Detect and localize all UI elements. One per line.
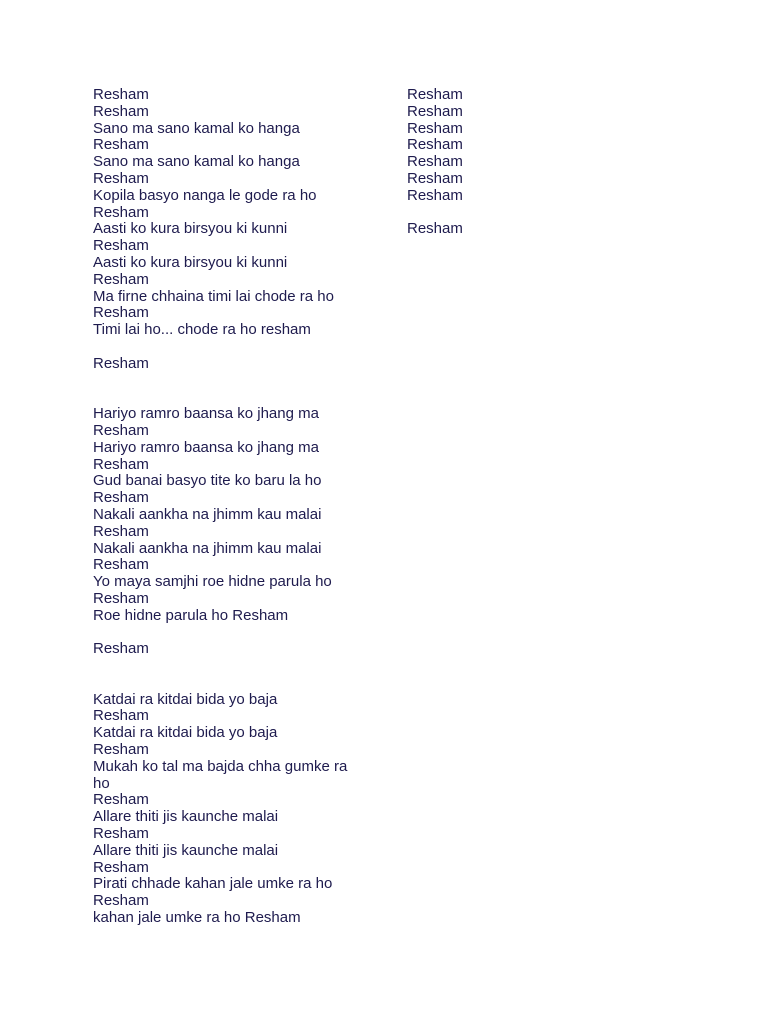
lyric-line: Katdai ra kitdai bida yo baja — [93, 724, 278, 742]
lyrics-right-column — [407, 87, 527, 238]
lyric-line: Resham — [93, 237, 149, 255]
lyric-line: Resham — [93, 270, 149, 288]
lyric-line: Resham — [407, 186, 463, 204]
lyric-line: Sano ma sano kamal ko hanga — [93, 119, 300, 137]
lyric-line: Katdai ra kitdai bida yo baja — [93, 690, 278, 708]
lyric-line: Allare thiti jis kaunche malai — [93, 808, 279, 826]
lyric-line: Hariyo ramro baansa ko jhang ma — [93, 405, 319, 423]
lyric-line: Sano ma sano kamal ko hanga — [93, 153, 300, 171]
lyric-line: Ma firne chhaina timi lai chode ra ho — [93, 287, 334, 305]
lyric-line: Resham — [93, 86, 149, 103]
lyric-line: Resham — [93, 892, 149, 910]
lyric-line: Resham — [407, 153, 463, 171]
lyric-line: Resham — [93, 421, 149, 439]
lyric-line: Resham — [93, 741, 149, 759]
lyric-line — [93, 339, 363, 356]
lyric-line: Resham — [407, 102, 463, 120]
lyric-line: Hariyo ramro baansa ko jhang ma — [93, 438, 319, 456]
lyric-line: Resham — [93, 304, 149, 322]
lyric-line: Pirati chhade kahan jale umke ra ho — [93, 875, 333, 893]
lyric-line: Resham — [407, 169, 463, 187]
lyric-line: Timi lai ho... chode ra ho resham — [93, 321, 311, 339]
lyric-line: Resham — [93, 489, 149, 507]
lyric-line — [93, 658, 363, 675]
lyric-line: Resham — [93, 791, 149, 809]
lyric-line: Resham — [93, 556, 149, 574]
lyric-line: Resham — [93, 522, 149, 540]
lyric-line: Nakali aankha na jhimm kau malai — [93, 505, 322, 523]
lyrics-left-column — [93, 87, 363, 927]
lyric-line: Resham — [93, 169, 149, 187]
lyric-line: Resham — [93, 203, 149, 221]
lyric-line: Resham — [93, 858, 149, 876]
lyric-line: Yo maya samjhi roe hidne parula ho — [93, 573, 332, 591]
lyric-line: Resham — [93, 589, 149, 607]
lyric-line: kahan jale umke ra ho Resham — [93, 909, 301, 927]
lyric-line: Resham — [407, 119, 463, 137]
lyric-line: Mukah ko tal ma bajda chha gumke ra ho — [93, 757, 348, 792]
lyric-line — [407, 205, 527, 222]
lyric-line: Resham — [407, 220, 463, 238]
lyric-line: Resham — [407, 136, 463, 154]
lyric-line: Resham — [93, 640, 149, 658]
lyric-line: Nakali aankha na jhimm kau malai — [93, 539, 322, 557]
lyric-line: Resham — [93, 102, 149, 120]
lyric-line: Resham — [93, 136, 149, 154]
lyric-line: Kopila basyo nanga le gode ra ho — [93, 186, 317, 204]
lyric-line: Resham — [93, 455, 149, 473]
lyric-line: Roe hidne parula ho Resham — [93, 606, 289, 624]
lyric-line — [93, 675, 363, 692]
lyric-line: Gud banai basyo tite ko baru la ho — [93, 472, 322, 490]
lyric-line: Resham — [93, 707, 149, 725]
lyric-line — [93, 389, 363, 406]
lyric-line: Resham — [93, 354, 149, 372]
lyric-line — [93, 373, 363, 390]
lyric-line — [93, 625, 363, 642]
lyric-line: Allare thiti jis kaunche malai — [93, 841, 279, 859]
lyric-line: Aasti ko kura birsyou ki kunni — [93, 253, 288, 271]
lyric-line: Aasti ko kura birsyou ki kunni — [93, 220, 288, 238]
lyric-line: Resham — [93, 825, 149, 843]
lyric-line: Resham — [407, 86, 463, 103]
